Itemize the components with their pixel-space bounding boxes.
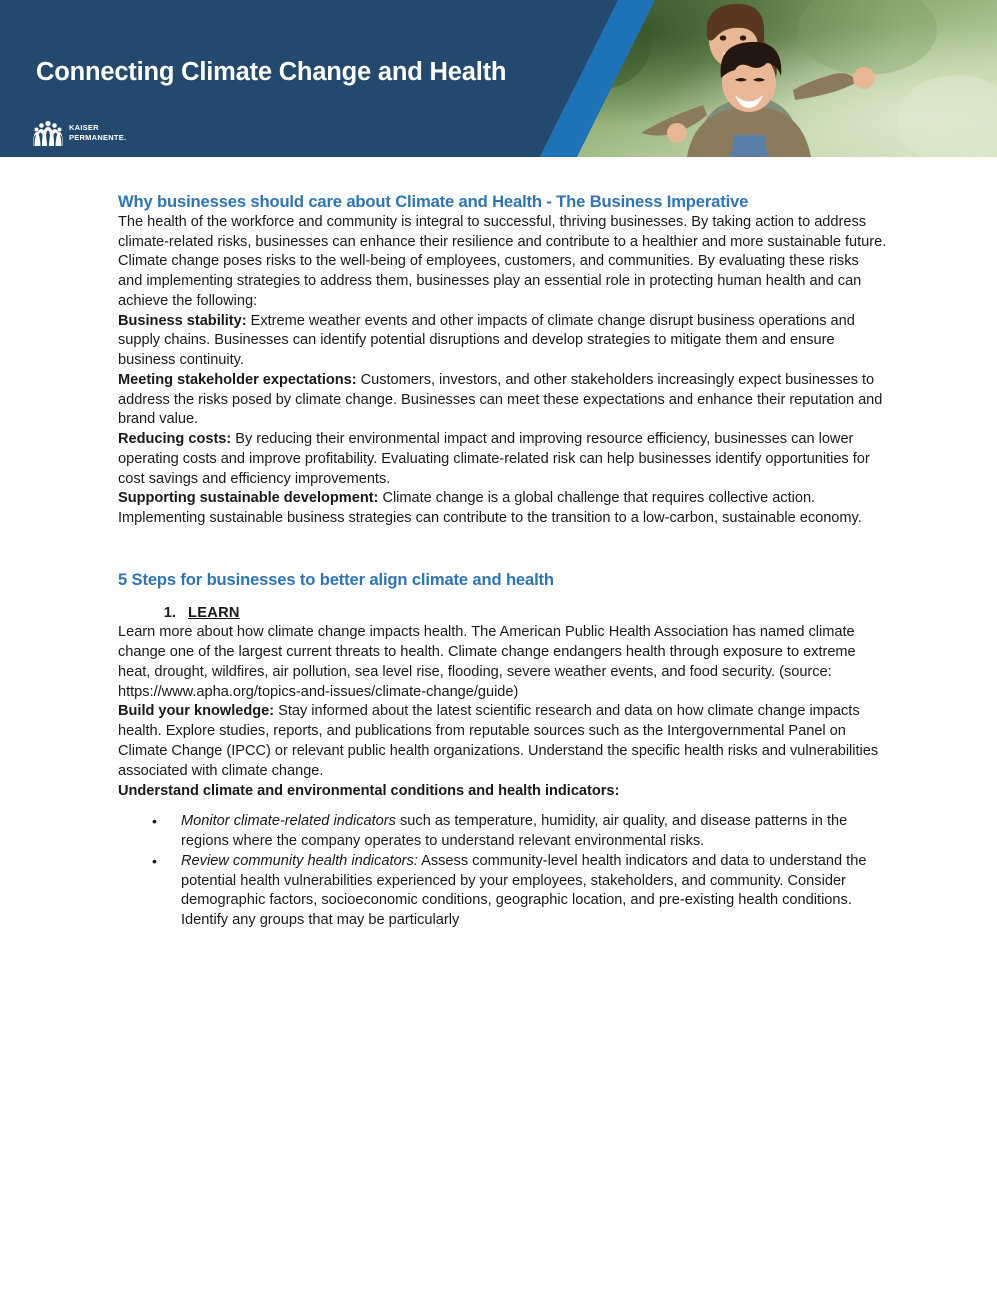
paragraph-reducing-costs (118, 430, 887, 489)
paragraph-text: Climate change poses risks to the well-being of employees, customers, and communities. By evaluating these risks and implementing strategies to address them, businesses play an essential role in protecting human health and can achieve the following: (118, 253, 862, 309)
paragraph-stakeholder-expectations (118, 371, 887, 430)
kaiser-permanente-logo (33, 120, 126, 146)
kp-emblem-icon (33, 120, 63, 146)
list-item-step-learn (180, 604, 887, 624)
paragraph-lead-in: Build your knowledge: (118, 703, 275, 720)
paragraph-business-stability (118, 312, 887, 371)
steps-list (118, 604, 887, 624)
paragraph-lead-in: Supporting sustainable development: (118, 490, 379, 507)
paragraph-text: Stay informed about the latest scientific research and data on how climate change impacts health. Explore studies, reports, and publications from reputable sources such as the Intergovernmental Panel on Climate Change (IPCC) or relevant public health organizations. Understand the specific health risks and vulnerabilities associated with climate change. (118, 703, 879, 779)
bullet-icon: • (152, 813, 157, 830)
list-item (148, 852, 887, 931)
section-heading-business-imperative: Why businesses should care about Climate and Health - The Business Imperative (118, 192, 749, 211)
page-title: Connecting Climate Change and Health (36, 58, 507, 86)
paragraph-lead-in: Meeting stakeholder expectations: (118, 371, 357, 388)
paragraph-sustainable-development (118, 489, 887, 529)
bullet-italic-lead: Monitor climate-related indicators (181, 813, 396, 830)
bullet-text: such as temperature, humidity, air quality, and disease patterns in the regions where the company operates to understand relevant environmental risks. (181, 813, 848, 850)
paragraph-learn-intro (118, 623, 887, 702)
paragraph-lead-in: Reducing costs: (118, 431, 232, 448)
subheading-understand-conditions: Understand climate and environmental conditions and health indicators: (118, 782, 620, 799)
page-banner (0, 0, 997, 157)
bullet-text: Assess community-level health indicators and data to understand the potential health vulnerabilities experienced by your employees, stakeholders, and community. Consider demographic factors, socioeconomic conditions, geographic location, and pre-existing health conditions. Identify any groups that may be particularly (181, 852, 867, 929)
paragraph-text: Climate change is a global challenge that requires collective action. Implementing sustainable business strategies can contribute to the transition to a low-carbon, sustainable economy. (118, 490, 862, 527)
bullet-italic-lead: Review community health indicators: (181, 852, 418, 869)
logo-wordmark (69, 123, 126, 142)
paragraph-text: Learn more about how climate change impacts health. The American Public Health Association has named climate change one of the largest current threats to health. Climate change endangers health through exposure to extreme heat, drought, wildfires, air pollution, sea level rise, flooding, severe weather events, and food security. (source: https://www.apha.org/topics-and-issues/climate-change/guide) (118, 624, 856, 700)
paragraph-text: By reducing their environmental impact and improving resource efficiency, businesses can lower operating costs and improve profitability. Evaluating climate-related risk can help businesses identify opportunities for cost savings and efficiency improvements. (118, 431, 870, 487)
paragraph-text: Extreme weather events and other impacts of climate change disrupt business operations and supply chains. Businesses can identify potential disruptions and develop strategies to mitigate them and ensure business continuity. (118, 312, 855, 369)
paragraph-lead-in: Business stability: (118, 312, 247, 329)
logo-wordmark-line1: KAISER (69, 123, 99, 133)
section-heading-five-steps: 5 Steps for businesses to better align climate and health (118, 569, 554, 589)
document-body (0, 157, 997, 931)
list-item (148, 812, 887, 852)
logo-wordmark-line2: PERMANENTE. (69, 133, 127, 142)
paragraph-text: Customers, investors, and other stakeholders increasingly expect businesses to address the risks posed by climate change. Businesses can meet these expectations and enhance their reputation and brand value. (118, 371, 883, 428)
paragraph-workforce-health (118, 213, 887, 253)
indicators-bullet-list (118, 812, 887, 931)
bullet-icon: • (152, 852, 157, 869)
paragraph-climate-risks (118, 252, 887, 311)
paragraph-build-your-knowledge (118, 702, 887, 781)
paragraph-text: The health of the workforce and community is integral to successful, thriving businesses. By taking action to address climate-related risks, businesses can enhance their resilience and contribute to a healthier and more sustainable future. (118, 213, 887, 250)
step-label-learn: LEARN (188, 604, 240, 621)
